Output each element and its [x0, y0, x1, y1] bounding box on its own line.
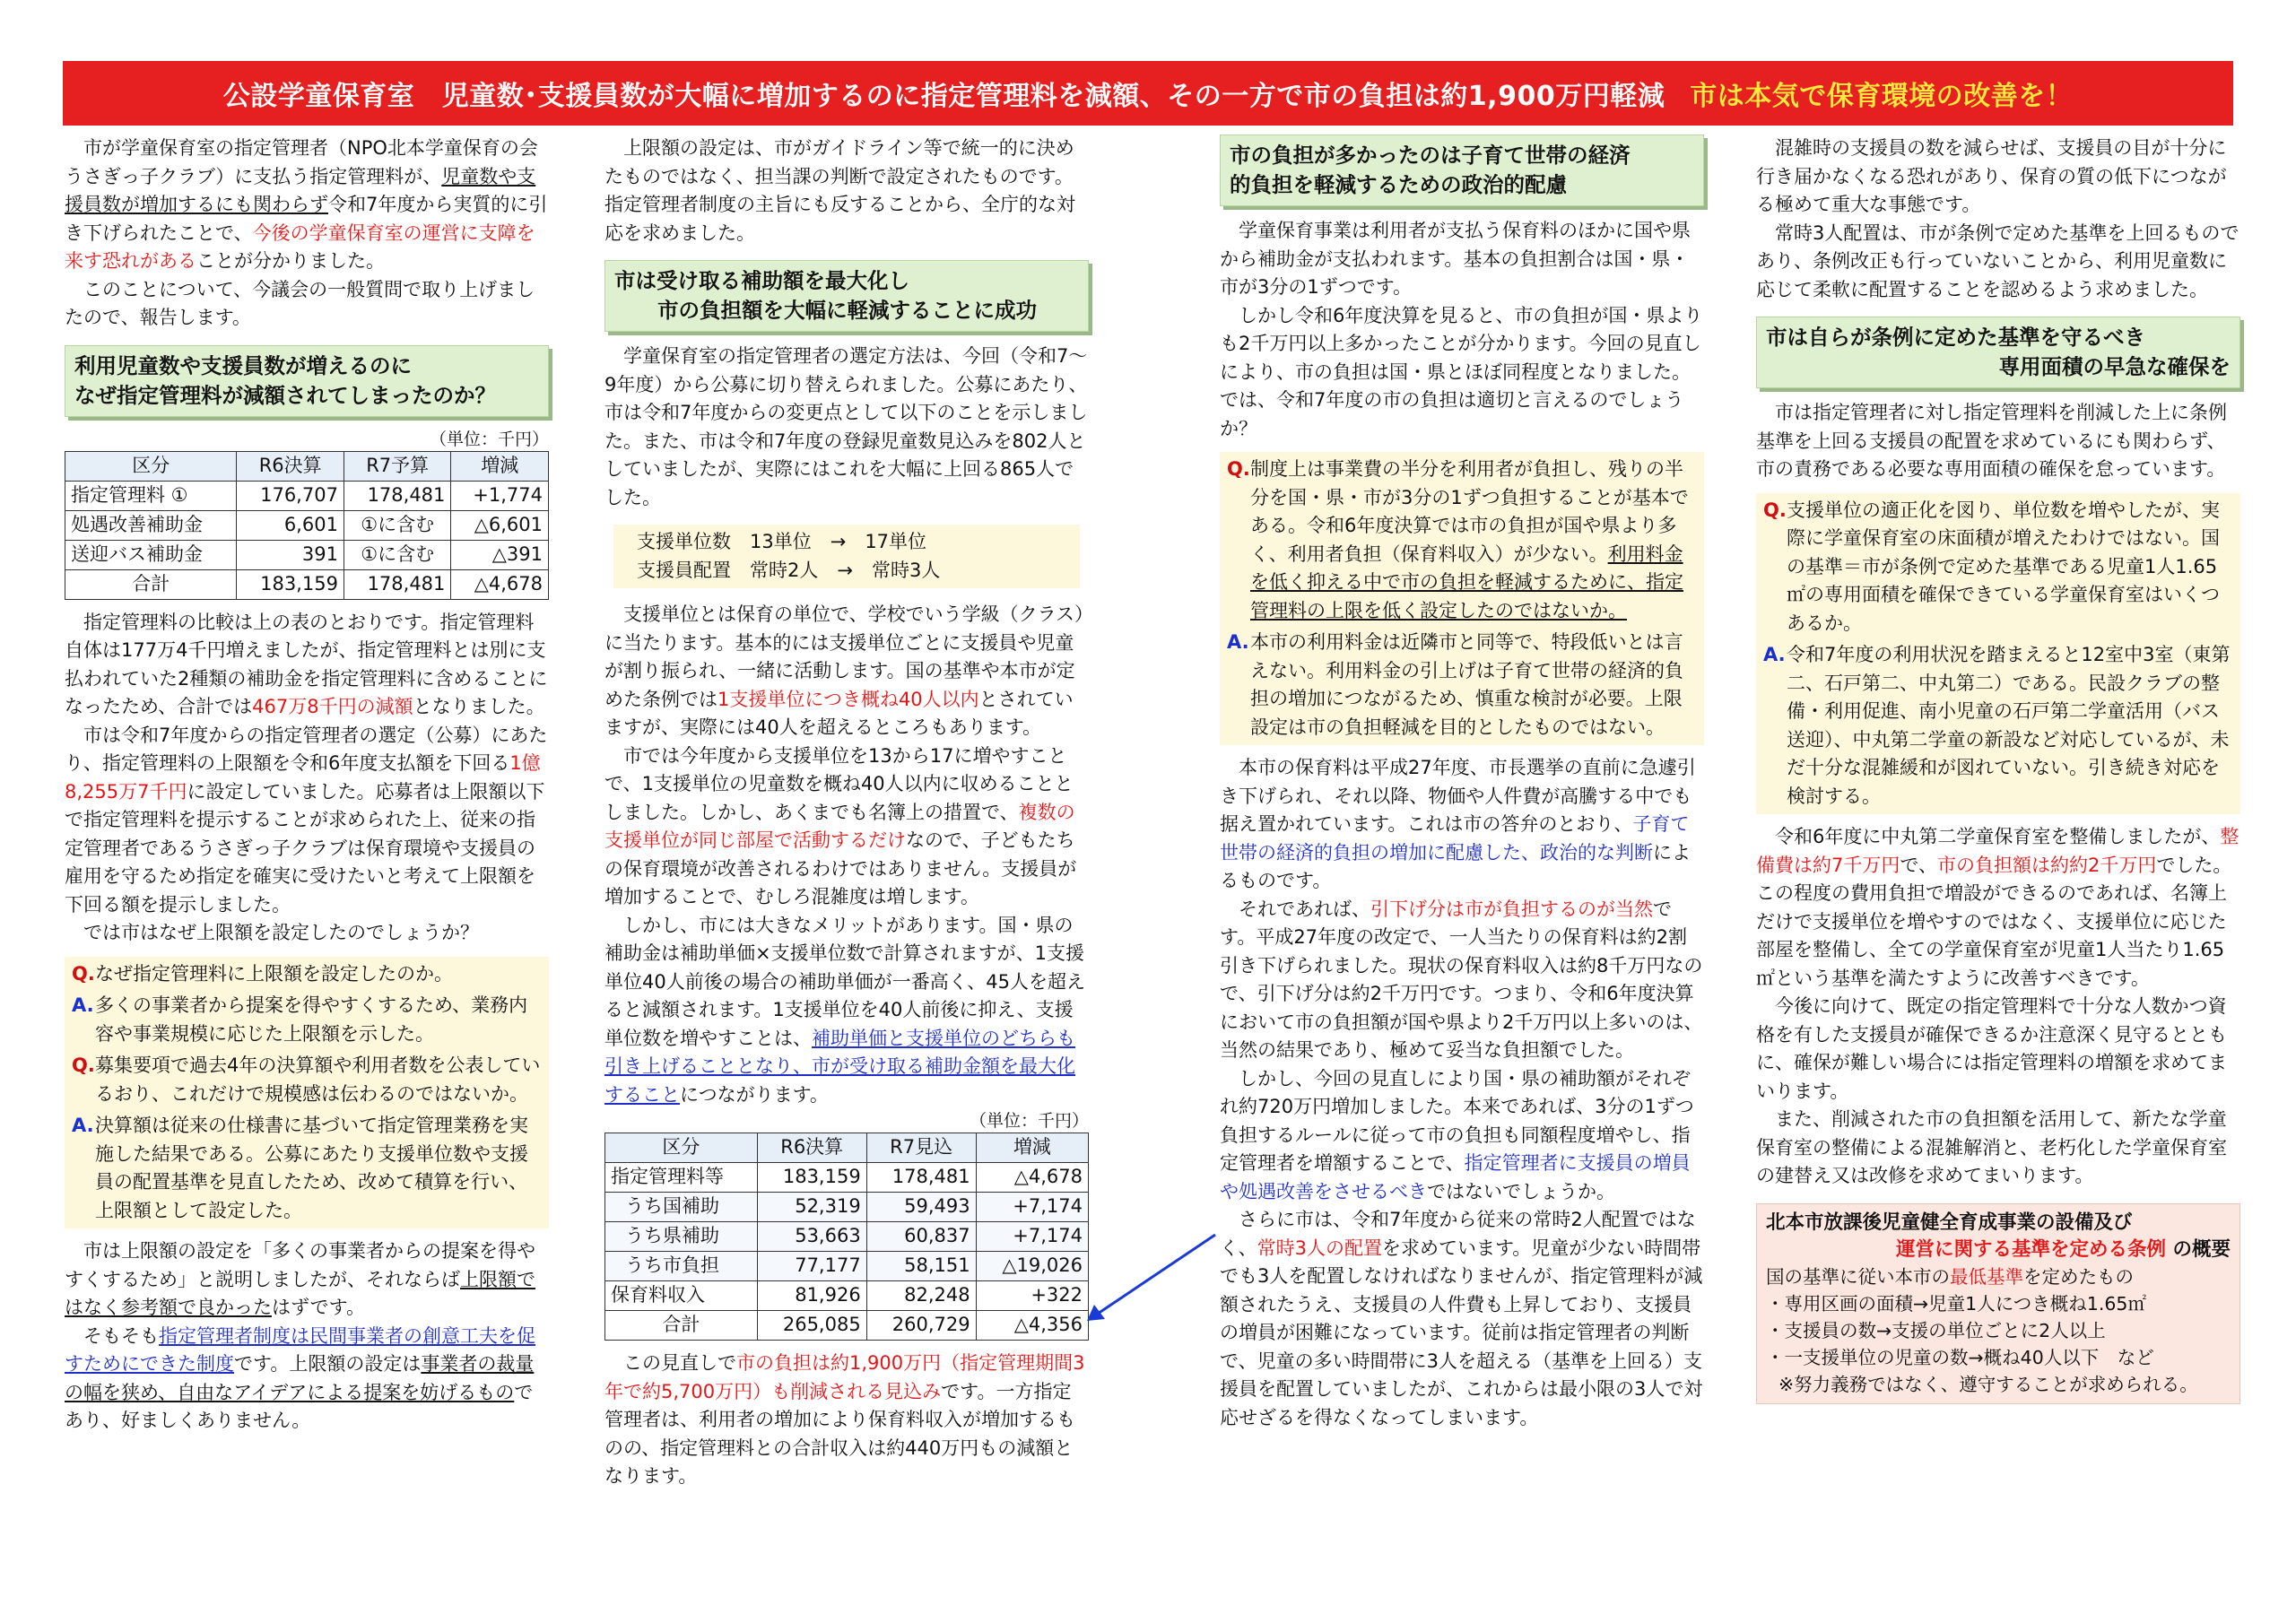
table-row: 送迎バス補助金 391 ①に含む △391	[65, 540, 549, 569]
paragraph: 市は令和7年度からの指定管理者の選定（公募）にあたり、指定管理料の上限額を令和6年度支払額を下回る1億8,255万7千円に設定していました。応募者は上限額以下で指定管理料を提示することが求められた上、従来の指定管理者であるうさぎっ子クラブは保育環境や支援員の雇用を守るため指定を確実に受けたいと考えて上限額を下回る額を提示しました。	[65, 724, 548, 916]
paragraph: また、削減された市の負担額を活用して、新たな学童保育室の整備による混雑解消と、老朽化した学童保育室の建替え又は改修を求めてまいります。	[1756, 1108, 2227, 1186]
table-row: うち国補助 52,319 59,493 +7,174	[605, 1193, 1089, 1222]
paragraph: では市はなぜ上限額を設定したのでしょうか？	[83, 922, 479, 943]
title-banner	[63, 61, 2233, 126]
banner-main: 公設学童保育室 児童数･支援員数が大幅に増加するのに指定管理料を減額、その一方で市の負担は約1,900万円軽減	[222, 81, 1665, 112]
paragraph: 混雑時の支援員の数を減らせば、支援員の目が十分に行き届かなくなる恐れがあり、保育の質の低下につながる極めて重大な事態です。	[1756, 137, 2227, 215]
paragraph: しかし、市には大きなメリットがあります。国・県の補助金は補助単価×支援単位数で計算されますが、1支援単位40人前後の場合の補助単価が一番高く、45人を超えると減額されます。1支援単位を40人前後に抑え、支援単位数を増やすことは、補助単価と支援単位のどちらも引き上げることとなり、市が受け取る補助金額を最大化することにつながります。	[604, 914, 1086, 1106]
paragraph: 学童保育事業は利用者が支払う保育料のほかに国や県から補助金が支払われます。基本の負担割合は国・県・市が3分の1ずつです。	[1220, 220, 1691, 298]
table-row: 合計 183,159 178,481 △4,678	[65, 569, 549, 599]
unit-label: （単位：千円）	[969, 1111, 1089, 1131]
paragraph: 今後に向けて、既定の指定管理料で十分な人数かつ資格を有した支援員が確保できるか注意深く見守るとともに、確保が難しい場合には指定管理料の増額を求めてまいります。	[1756, 995, 2227, 1102]
column-4	[1756, 135, 2240, 1404]
unit-label: （単位：千円）	[429, 429, 549, 449]
table-row: 処遇改善補助金 6,601 ①に含む △6,601	[65, 510, 549, 540]
table-row: 指定管理料等 183,159 178,481 △4,678	[605, 1163, 1089, 1193]
paragraph: しかし令和6年度決算を見ると、市の負担が国・県よりも2千万円以上多かったことが分かります。今回の見直しにより、市の負担は国・県とほぼ同程度となりました。では、令和7年度の市の負担は適切と言えるのでしょうか？	[1220, 304, 1703, 439]
section-heading: 市は自らが条例に定めた基準を守るべき 専用面積の早急な確保を	[1756, 317, 2240, 388]
box-line: ・支援員の数→支援の単位ごとに2人以上	[1766, 1319, 2106, 1341]
paragraph: そもそも指定管理者制度は民間事業者の創意工夫を促すためにできた制度です。上限額の設定は事業者の裁量の幅を狭め、自由なアイデアによる提案を妨げるものであり、好ましくありません。	[65, 1324, 535, 1431]
paragraph: しかし、今回の見直しにより国・県の補助額がそれぞれ約720万円増加しました。本来であれば、3分の1ずつ負担するルールに従って市の負担も同額程度増やし、指定管理者を増額することで、指定管理者に支援員の増員や処遇改善をさせるべきではないでしょうか。	[1220, 1067, 1694, 1202]
section-heading: 市は受け取る補助額を最大化し 市の負担額を大幅に軽減することに成功	[604, 260, 1089, 332]
paragraph: 支援単位とは保育の単位で、学校でいう学級（クラス）に当たります。基本的には支援単位ごとに支援員や児童が割り振られ、一緒に活動します。国の基準や本市が定めた条例では1支援単位につき概ね40人以内とされていますが、実際には40人を超えるところもあります。	[604, 603, 1084, 738]
ordinance-summary-box	[1756, 1203, 2240, 1404]
table-row: うち県補助 53,663 60,837 +7,174	[605, 1222, 1089, 1252]
box-line: ・一支援単位の児童の数→概ね40人以下 など	[1766, 1346, 2154, 1368]
column-2	[604, 135, 1089, 1491]
paragraph: 令和6年度に中丸第二学童保育室を整備しましたが、整備費は約7千万円で、市の負担額は約約2千万円でした。この程度の費用負担で増設ができるのであれば、名簿上だけで支援単位を増やすのではなく、支援単位に応じた部屋を整備し、全ての学童保育室が児童1人当たり1.65㎡という基準を満たすように改善すべきです。	[1756, 826, 2239, 989]
fee-comparison-table	[65, 451, 549, 600]
paragraph: 本市の保育料は平成27年度、市長選挙の直前に急遽引き下げられ、それ以降、物価や人件費が高騰する中でも据え置かれています。これは市の答弁のとおり、子育て世帯の経済的負担の増加に配慮した、政治的な判断によるものです。	[1220, 757, 1696, 891]
paragraph: さらに市は、令和7年度から従来の常時2人配置ではなく、常時3人の配置を求めています。児童が少ない時間帯でも3人を配置しなければなりませんが、指定管理料が減額されたうえ、支援員の人件費も上昇しており、支援員の増員が困難になっています。従前は指定管理者の判断で、児童の多い時間帯に3人を超える（基準を上回る）支援員を配置していましたが、これからは最小限の3人で対応せざるを得なくなってしまいます。	[1220, 1209, 1703, 1428]
table-header-row: 区分 R6決算 R7予算 増減	[65, 451, 549, 481]
paragraph: 市では今年度から支援単位を13から17に増やすことで、1支援単位の児童数を概ね40人以内に収めることとしました。しかし、あくまでも名簿上の措置で、複数の支援単位が同じ部屋で活動するだけなので、子どもたちの保育環境が改善されるわけではありません。支援員が増加することで、むしろ混雑度は増します。	[604, 744, 1077, 907]
paragraph: 指定管理料の比較は上の表のとおりです。指定管理料自体は177万4千円増えましたが、指定管理料とは別に支払われていた2種類の補助金を指定管理料に含めることになったため、合計では467万8千円の減額となりました。	[65, 611, 548, 717]
paragraph: この見直しで市の負担は約1,900万円（指定管理期間3年で約5,700万円）も削減される見込みです。一方指定管理者は、利用者の増加により保育料収入が増加するものの、指定管理料との合計収入は約440万円もの減額となります。	[604, 1352, 1085, 1487]
table-row: 指定管理料 ① 176,707 178,481 +1,774	[65, 481, 549, 510]
box-line: 国の基準に従い本市の最低基準を定めたもの	[1766, 1265, 2134, 1288]
paragraph: 常時3人配置は、市が条例で定めた基準を上回るものであり、条例改正も行っていないことから、利用児童数に応じて柔軟に配置することを認めるよう求めました。	[1756, 221, 2239, 300]
box-title: 北本市放課後児童健全育成事業の設備及び 運営に関する基準を定める条例 の概要	[1766, 1211, 2231, 1261]
table-header-row: 区分 R6決算 R7見込 増減	[605, 1133, 1089, 1163]
banner-highlight: 市は本気で保育環境の改善を！	[1690, 81, 2074, 112]
budget-table	[604, 1133, 1089, 1341]
paragraph: それであれば、引下げ分は市が負担するのが当然です。平成27年度の改定で、一人当たりの保育料は約2割引き下げられました。現状の保育料収入は約8千万円なので、引下げ分は約2千万円です。つまり、令和6年度決算において市の負担額が国や県より2千万円以上多いのは、当然の結果であり、極めて妥当な負担額でした。	[1220, 898, 1703, 1061]
paragraph: 市は上限額の設定を「多くの事業者からの提案を得やすくするため」と説明しましたが、それならば上限額ではなく参考額で良かったはずです。	[65, 1240, 535, 1318]
column-3	[1220, 135, 1704, 1432]
qa-block: Q. なぜ指定管理料に上限額を設定したのか。 A. 多くの事業者から提案を得やすくするため、業務内容や事業規模に応じた上限額を示した。 Q. 募集要項で過去4年の決算額や利用者数を公表しているおり、これだけで規模感は伝わるのではないか。 A. 決算額は従来の仕様書に基づいて指定管理業務を実施した結果である。公募にあたり支援単位数や支援員の配置基準を見直したため、改めて積算を行い、上限額として設定した。	[65, 957, 549, 1229]
paragraph: 市は指定管理者に対し指定管理料を削減した上に条例基準を上回る支援員の配置を求めているにも関わらず、市の責務である必要な専用面積の確保を怠っています。	[1756, 402, 2227, 480]
paragraph: 学童保育室の指定管理者の選定方法は、今回（令和7～9年度）から公募に切り替えられました。公募にあたり、市は令和7年度からの変更点として以下のことを示しました。また、市は令和7年度の登録児童数見込みを802人としていましたが、実際にはこれを大幅に上回る865人でした。	[604, 345, 1088, 508]
section-heading: 利用児童数や支援員数が増えるのに なぜ指定管理料が減額されてしまったのか？	[65, 345, 549, 417]
change-summary: 支援単位数 13単位 → 17単位 支援員配置 常時2人 → 常時3人	[613, 525, 1080, 588]
table-row: 保育料収入 81,926 82,248 +322	[605, 1281, 1089, 1311]
paragraph: 市が学童保育室の指定管理者（NPO北本学童保育の会うさぎっ子クラブ）に支払う指定管理料が、児童数や支援員数が増加するにも関わらず令和7年度から実質的に引き下げられたことで、今後の学童保育室の運営に支障を来す恐れがあることが分かりました。	[65, 137, 548, 272]
column-1	[65, 135, 549, 1436]
qa-block: Q. 制度上は事業費の半分を利用者が負担し、残りの半分を国・県・市が3分の1ずつ負担することが基本である。令和6年度決算では市の負担が国や県より多く、利用者負担（保育料収入）が少ない。利用料金を低く抑える中で市の負担を軽減するために、指定管理料の上限を低く設定したのではないか。 A. 本市の利用料金は近隣市と同等で、特段低いとは言えない。利用料金の引上げは子育て世帯の経済的負担の増加につながるため、慎重な検討が必要。上限設定は市の負担軽減を目的としたものではない。	[1220, 452, 1704, 745]
qa-block: Q. 支援単位の適正化を図り、単位数を増やしたが、実際に学童保育室の床面積が増えたわけではない。国の基準＝市が条例で定めた基準である児童1人1.65㎡の専用面積を確保できている学童保育室はいくつあるか。 A. 令和7年度の利用状況を踏まえると12室中3室（東第二、石戸第二、中丸第二）である。民設クラブの整備・利用促進、南小児童の石戸第二学童活用（バス送迎）、中丸第二学童の新設など対応しているが、未だ十分な混雑緩和が図れていない。引き続き対応を検討する。	[1756, 493, 2240, 815]
box-line: ※努力義務ではなく、遵守することが求められる。	[1779, 1373, 2198, 1395]
arrow-icon	[1085, 1233, 1220, 1323]
table-row: 合計 265,085 260,729 △4,356	[605, 1311, 1089, 1341]
box-line: ・専用区画の面積→児童1人につき概ね1.65㎡	[1766, 1292, 2146, 1315]
table-row: うち市負担 77,177 58,151 △19,026	[605, 1252, 1089, 1281]
paragraph: 上限額の設定は、市がガイドライン等で統一的に決めたものではなく、担当課の判断で設定されたものです。指定管理者制度の主旨にも反することから、全庁的な対応を求めました。	[604, 137, 1075, 244]
section-heading: 市の負担が多かったのは子育て世帯の経済 的負担を軽減するための政治的配慮	[1220, 135, 1704, 206]
paragraph: このことについて、今議会の一般質問で取り上げましたので、報告します。	[65, 278, 535, 328]
